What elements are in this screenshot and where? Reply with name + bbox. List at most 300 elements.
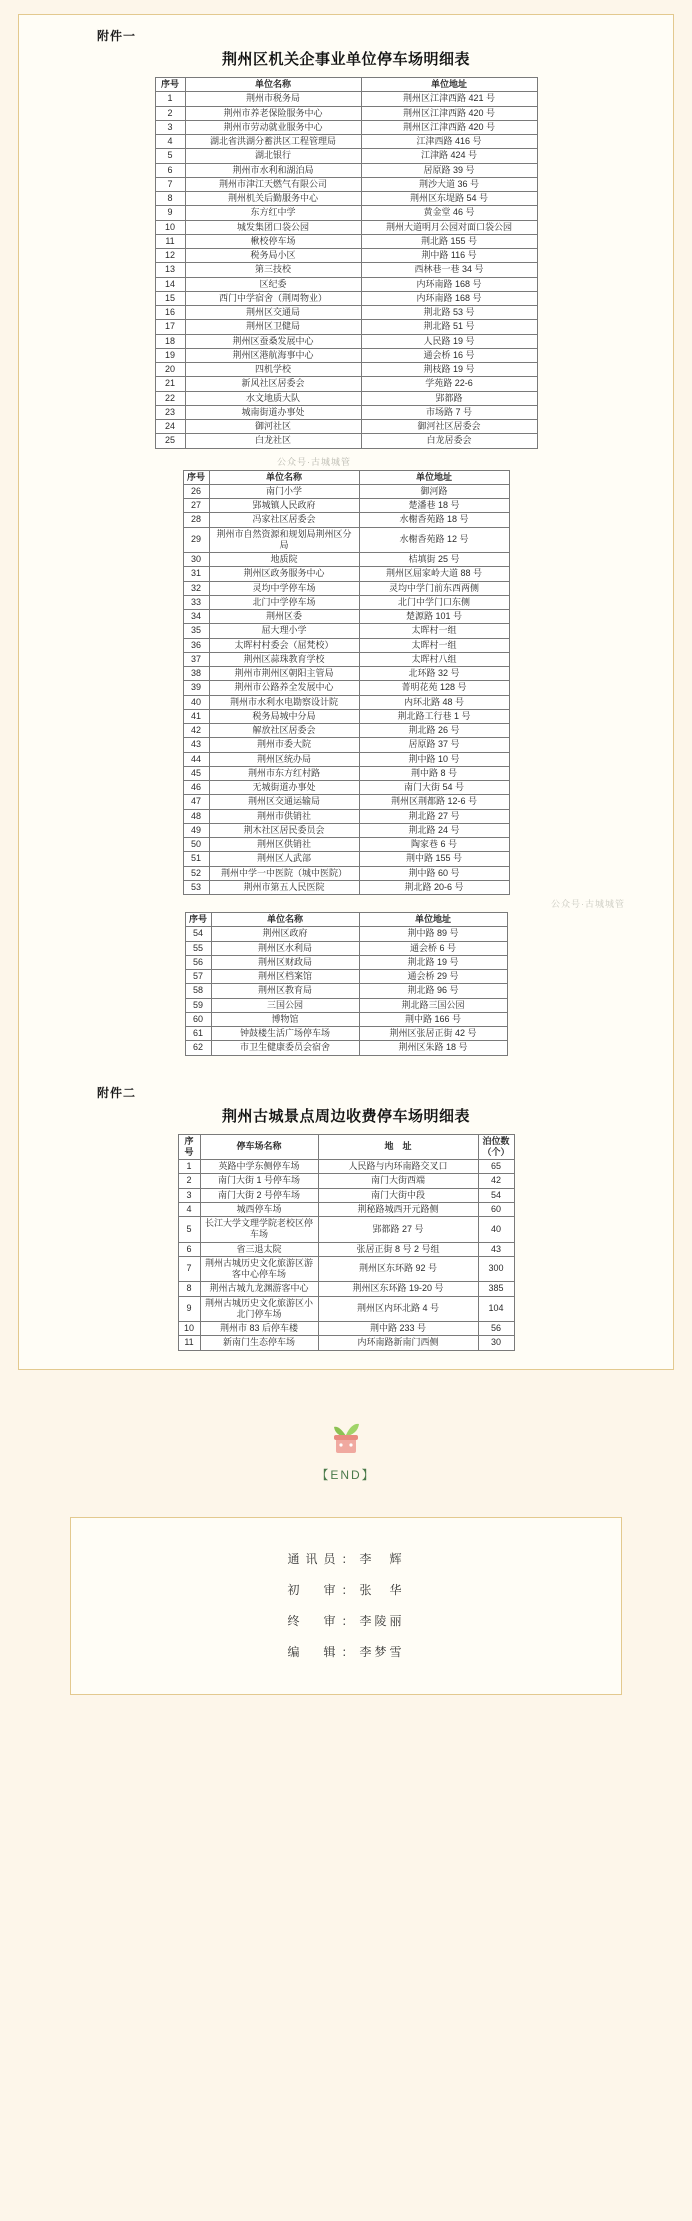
cell-capacity: 42 <box>478 1174 514 1188</box>
cell-unit-name: 荆州市自然资源和规划局荆州区分局 <box>209 527 359 553</box>
plant-icon <box>323 1414 369 1460</box>
cell-unit-name: 荆州市劳动就业服务中心 <box>185 120 361 134</box>
cell-capacity: 65 <box>478 1160 514 1174</box>
cell-address: 北门中学门口东侧 <box>359 595 509 609</box>
cell-no: 25 <box>155 434 185 448</box>
cell-unit-name: 荆州区政府 <box>211 927 359 941</box>
attachment1-table-part3 <box>185 912 508 1056</box>
cell-address: 通会桥 29 号 <box>359 970 507 984</box>
table-header-row <box>185 913 507 927</box>
table-row <box>155 192 537 206</box>
cell-no: 19 <box>155 348 185 362</box>
table-row <box>178 1282 514 1296</box>
cell-unit-name: 御河社区 <box>185 420 361 434</box>
cell-lot-name: 荆州古城历史文化旅游区小北门停车场 <box>200 1296 318 1322</box>
col-header-capacity: 泊位数（个） <box>478 1134 514 1160</box>
cell-no: 40 <box>183 695 209 709</box>
cell-capacity: 104 <box>478 1296 514 1322</box>
cell-address: 居原路 37 号 <box>359 738 509 752</box>
cell-address: 西林巷一巷 34 号 <box>361 263 537 277</box>
credit-value: 李 辉 <box>359 1551 405 1566</box>
cell-no: 26 <box>183 484 209 498</box>
cell-no: 55 <box>185 941 211 955</box>
table-row <box>178 1160 514 1174</box>
col-header-address: 单位地址 <box>359 913 507 927</box>
table-header-row <box>155 78 537 92</box>
cell-no: 61 <box>185 1027 211 1041</box>
cell-unit-name: 荆州区教育局 <box>211 984 359 998</box>
cell-address: 荆沙大道 36 号 <box>361 177 537 191</box>
cell-address: 荆枝路 19 号 <box>361 363 537 377</box>
cell-address: 张居正街 8 号 2 号组 <box>318 1242 478 1256</box>
cell-unit-name: 北门中学停车场 <box>209 595 359 609</box>
cell-no: 59 <box>185 998 211 1012</box>
col-header-address: 地 址 <box>318 1134 478 1160</box>
table-row <box>155 377 537 391</box>
table-head <box>178 1134 514 1160</box>
col-header-name: 单位名称 <box>209 470 359 484</box>
cell-no: 3 <box>155 120 185 134</box>
table-row <box>183 624 509 638</box>
cell-address: 荆州区荆都路 12-6 号 <box>359 795 509 809</box>
cell-unit-name: 三国公园 <box>211 998 359 1012</box>
cell-unit-name: 市卫生健康委员会宿舍 <box>211 1041 359 1055</box>
cell-unit-name: 第三技校 <box>185 263 361 277</box>
table-row <box>183 553 509 567</box>
cell-unit-name: 无城街道办事处 <box>209 781 359 795</box>
credit-label: 终 审： <box>287 1613 360 1628</box>
cell-unit-name: 荆州区港航海事中心 <box>185 348 361 362</box>
table-row <box>183 752 509 766</box>
table-row <box>155 405 537 419</box>
cell-unit-name: 郢城镇人民政府 <box>209 499 359 513</box>
cell-no: 31 <box>183 567 209 581</box>
cell-unit-name: 荆州市养老保险服务中心 <box>185 106 361 120</box>
cell-address: 学苑路 22-6 <box>361 377 537 391</box>
cell-address: 荆中路 60 号 <box>359 866 509 880</box>
cell-unit-name: 荆州区水利局 <box>211 941 359 955</box>
cell-no: 1 <box>155 92 185 106</box>
cell-unit-name: 冯家社区居委会 <box>209 513 359 527</box>
cell-unit-name: 荆州区交通运输局 <box>209 795 359 809</box>
table-row <box>155 106 537 120</box>
attachment2-label: 附件二 <box>97 1085 137 1100</box>
cell-unit-name: 屈大理小学 <box>209 624 359 638</box>
cell-no: 58 <box>185 984 211 998</box>
cell-no: 21 <box>155 377 185 391</box>
cell-unit-name: 灵均中学停车场 <box>209 581 359 595</box>
table-row <box>155 334 537 348</box>
table-row <box>155 120 537 134</box>
table-row <box>155 320 537 334</box>
cell-address: 内环南路新南门西侧 <box>318 1336 478 1350</box>
table-row <box>183 567 509 581</box>
cell-address: 楚潘巷 18 号 <box>359 499 509 513</box>
cell-no: 6 <box>178 1242 200 1256</box>
cell-address: 荆中路 155 号 <box>359 852 509 866</box>
cell-address: 白龙居委会 <box>361 434 537 448</box>
cell-address: 人民路 19 号 <box>361 334 537 348</box>
cell-address: 内环南路 168 号 <box>361 291 537 305</box>
cell-lot-name: 省三退太院 <box>200 1242 318 1256</box>
cell-no: 28 <box>183 513 209 527</box>
cell-capacity: 54 <box>478 1188 514 1202</box>
credit-row <box>71 1606 621 1637</box>
cell-address: 江津西路 416 号 <box>361 135 537 149</box>
table-row <box>183 866 509 880</box>
cell-no: 49 <box>183 823 209 837</box>
cell-unit-name: 西门中学宿舍（荆周物业） <box>185 291 361 305</box>
cell-address: 荆中路 166 号 <box>359 1012 507 1026</box>
col-header-no: 序号 <box>155 78 185 92</box>
cell-unit-name: 荆州区交通局 <box>185 306 361 320</box>
table-head <box>183 470 509 484</box>
table-row <box>183 781 509 795</box>
col-header-address: 单位地址 <box>359 470 509 484</box>
cell-no: 34 <box>183 610 209 624</box>
cell-address: 荆州区内环北路 4 号 <box>318 1296 478 1322</box>
cell-no: 1 <box>178 1160 200 1174</box>
cell-no: 8 <box>178 1282 200 1296</box>
cell-unit-name: 荆州区卫健局 <box>185 320 361 334</box>
cell-no: 35 <box>183 624 209 638</box>
credit-row <box>71 1637 621 1668</box>
cell-no: 4 <box>178 1202 200 1216</box>
col-header-name: 单位名称 <box>185 78 361 92</box>
table-row <box>183 513 509 527</box>
cell-no: 23 <box>155 405 185 419</box>
cell-address: 市场路 7 号 <box>361 405 537 419</box>
cell-unit-name: 荆州区蒜珠教育学校 <box>209 652 359 666</box>
cell-unit-name: 博物馆 <box>211 1012 359 1026</box>
cell-address: 陶家巷 6 号 <box>359 838 509 852</box>
cell-no: 42 <box>183 724 209 738</box>
cell-capacity: 385 <box>478 1282 514 1296</box>
cell-capacity: 60 <box>478 1202 514 1216</box>
cell-address: 楚源路 101 号 <box>359 610 509 624</box>
cell-address: 人民路与内环南路交叉口 <box>318 1160 478 1174</box>
cell-address: 太晖村一组 <box>359 638 509 652</box>
table-row <box>155 163 537 177</box>
table-row <box>185 970 507 984</box>
col-header-name: 单位名称 <box>211 913 359 927</box>
cell-address: 郢都路 27 号 <box>318 1217 478 1243</box>
cell-address: 通会桥 16 号 <box>361 348 537 362</box>
cell-lot-name: 南门大街 1 号停车场 <box>200 1174 318 1188</box>
table-row <box>183 595 509 609</box>
attachment-frame <box>18 14 674 1370</box>
cell-lot-name: 城西停车场 <box>200 1202 318 1216</box>
table-row <box>155 234 537 248</box>
cell-address: 水榭香苑路 12 号 <box>359 527 509 553</box>
cell-address: 荆北路 19 号 <box>359 955 507 969</box>
cell-address: 太晖村八组 <box>359 652 509 666</box>
credit-value: 张 华 <box>359 1582 405 1597</box>
cell-unit-name: 荆州区委 <box>209 610 359 624</box>
cell-no: 9 <box>178 1296 200 1322</box>
cell-unit-name: 城发集团口袋公园 <box>185 220 361 234</box>
table-row <box>155 420 537 434</box>
table-body-part3 <box>185 927 507 1055</box>
credit-value: 李梦雪 <box>359 1645 405 1660</box>
cell-address: 居原路 39 号 <box>361 163 537 177</box>
cell-unit-name: 荆州市委大院 <box>209 738 359 752</box>
table-row <box>183 652 509 666</box>
cell-no: 57 <box>185 970 211 984</box>
cell-no: 10 <box>155 220 185 234</box>
cell-no: 14 <box>155 277 185 291</box>
cell-no: 43 <box>183 738 209 752</box>
cell-lot-name: 荆州市 83 后停车楼 <box>200 1322 318 1336</box>
cell-no: 7 <box>155 177 185 191</box>
table-row <box>183 581 509 595</box>
cell-address: 通会桥 6 号 <box>359 941 507 955</box>
cell-address: 荆中路 10 号 <box>359 752 509 766</box>
cell-no: 18 <box>155 334 185 348</box>
cell-address: 荆北路 155 号 <box>361 234 537 248</box>
table-row <box>185 1012 507 1026</box>
cell-address: 荆州大道明月公园对面口袋公园 <box>361 220 537 234</box>
attachment2-title: 荆州古城景点周边收费停车场明细表 <box>221 1107 470 1125</box>
cell-no: 2 <box>155 106 185 120</box>
cell-capacity: 40 <box>478 1217 514 1243</box>
cell-no: 6 <box>155 163 185 177</box>
cell-unit-name: 白龙社区 <box>185 434 361 448</box>
cell-unit-name: 荆木社区居民委员会 <box>209 823 359 837</box>
cell-no: 60 <box>185 1012 211 1026</box>
credit-label: 编 辑： <box>287 1645 360 1660</box>
table-row <box>155 434 537 448</box>
cell-no: 3 <box>178 1188 200 1202</box>
table-body-part2 <box>183 484 509 894</box>
cell-no: 12 <box>155 249 185 263</box>
cell-no: 32 <box>183 581 209 595</box>
cell-unit-name: 荆州区财政局 <box>211 955 359 969</box>
cell-unit-name: 南门小学 <box>209 484 359 498</box>
cell-address: 黄金堂 46 号 <box>361 206 537 220</box>
table-row <box>155 263 537 277</box>
table-header-row <box>178 1134 514 1160</box>
cell-unit-name: 区纪委 <box>185 277 361 291</box>
table-row <box>183 880 509 894</box>
cell-address: 荆中路 116 号 <box>361 249 537 263</box>
table-row <box>155 277 537 291</box>
cell-address: 北环路 32 号 <box>359 667 509 681</box>
cell-no: 56 <box>185 955 211 969</box>
cell-unit-name: 荆州区档案馆 <box>211 970 359 984</box>
cell-lot-name: 长江大学文理学院老校区停车场 <box>200 1217 318 1243</box>
cell-no: 54 <box>185 927 211 941</box>
cell-no: 45 <box>183 766 209 780</box>
table-row <box>183 667 509 681</box>
cell-lot-name: 荆州古城九龙渊游客中心 <box>200 1282 318 1296</box>
table-row <box>155 363 537 377</box>
cell-address: 荆州区张居正街 42 号 <box>359 1027 507 1041</box>
cell-unit-name: 荆州市东方红村路 <box>209 766 359 780</box>
cell-no: 22 <box>155 391 185 405</box>
table-row <box>185 941 507 955</box>
table-body-attachment2 <box>178 1160 514 1351</box>
table-row <box>178 1188 514 1202</box>
table-body-part1 <box>155 92 537 448</box>
cell-no: 2 <box>178 1174 200 1188</box>
table-row <box>178 1217 514 1243</box>
cell-unit-name: 荆州市荆州区朝阳主管局 <box>209 667 359 681</box>
cell-address: 水榭香苑路 18 号 <box>359 513 509 527</box>
cell-no: 38 <box>183 667 209 681</box>
table-row <box>155 306 537 320</box>
table-row <box>155 348 537 362</box>
cell-unit-name: 荆州市税务局 <box>185 92 361 106</box>
cell-unit-name: 湖北银行 <box>185 149 361 163</box>
attachment1-table-part2 <box>183 470 510 896</box>
cell-no: 62 <box>185 1041 211 1055</box>
cell-unit-name: 水文地质大队 <box>185 391 361 405</box>
cell-address: 郢都路 <box>361 391 537 405</box>
cell-address: 荆北路工行巷 1 号 <box>359 709 509 723</box>
cell-address: 荆北路 26 号 <box>359 724 509 738</box>
cell-no: 48 <box>183 809 209 823</box>
cell-unit-name: 荆州市津江天燃气有限公司 <box>185 177 361 191</box>
attachment1-title: 荆州区机关企事业单位停车场明细表 <box>221 51 470 68</box>
cell-no: 52 <box>183 866 209 880</box>
cell-unit-name: 税务局小区 <box>185 249 361 263</box>
cell-address: 内环北路 48 号 <box>359 695 509 709</box>
cell-unit-name: 荆州区统办局 <box>209 752 359 766</box>
cell-address: 荆北路 24 号 <box>359 823 509 837</box>
table-row <box>185 955 507 969</box>
table-head <box>155 78 537 92</box>
cell-no: 15 <box>155 291 185 305</box>
cell-address: 荆中路 233 号 <box>318 1322 478 1336</box>
cell-address: 南门大街西端 <box>318 1174 478 1188</box>
cell-capacity: 43 <box>478 1242 514 1256</box>
end-block <box>0 1414 692 1491</box>
table-row <box>185 1041 507 1055</box>
document-page <box>0 14 692 2221</box>
cell-unit-name: 荆州机关后勤服务中心 <box>185 192 361 206</box>
cell-no: 47 <box>183 795 209 809</box>
table-row <box>183 838 509 852</box>
credit-row <box>71 1544 621 1575</box>
cell-unit-name: 荆州市水利水电勘察设计院 <box>209 695 359 709</box>
cell-address: 御河路 <box>359 484 509 498</box>
table-row <box>155 220 537 234</box>
credit-label: 通讯员： <box>287 1551 360 1566</box>
table-row <box>183 695 509 709</box>
cell-address: 荆秘路城西开元路侧 <box>318 1202 478 1216</box>
table-row <box>183 638 509 652</box>
cell-lot-name: 英路中学东侧停车场 <box>200 1160 318 1174</box>
cell-unit-name: 税务局城中分局 <box>209 709 359 723</box>
table-header-row <box>183 470 509 484</box>
cell-address: 荆州区朱路 18 号 <box>359 1041 507 1055</box>
cell-unit-name: 解放社区居委会 <box>209 724 359 738</box>
cell-address: 荆中路 8 号 <box>359 766 509 780</box>
table-row <box>155 149 537 163</box>
table-row <box>183 484 509 498</box>
cell-unit-name: 东方红中学 <box>185 206 361 220</box>
cell-address: 南门大街中段 <box>318 1188 478 1202</box>
cell-no: 4 <box>155 135 185 149</box>
cell-address: 桔填街 25 号 <box>359 553 509 567</box>
cell-no: 51 <box>183 852 209 866</box>
table-row <box>155 391 537 405</box>
table-head <box>185 913 507 927</box>
credit-value: 李陵丽 <box>359 1613 405 1628</box>
table-row <box>183 681 509 695</box>
cell-no: 8 <box>155 192 185 206</box>
cell-no: 36 <box>183 638 209 652</box>
table-row <box>178 1202 514 1216</box>
cell-capacity: 30 <box>478 1336 514 1350</box>
cell-no: 9 <box>155 206 185 220</box>
cell-no: 50 <box>183 838 209 852</box>
table-row <box>155 206 537 220</box>
cell-no: 53 <box>183 880 209 894</box>
cell-address: 南门大街 54 号 <box>359 781 509 795</box>
cell-unit-name: 荆州市公路养全发展中心 <box>209 681 359 695</box>
table-row <box>178 1322 514 1336</box>
cell-no: 39 <box>183 681 209 695</box>
cell-no: 5 <box>155 149 185 163</box>
cell-lot-name: 荆州古城历史文化旅游区游客中心停车场 <box>200 1256 318 1282</box>
table-row <box>183 766 509 780</box>
cell-address: 菁明花苑 128 号 <box>359 681 509 695</box>
cell-no: 17 <box>155 320 185 334</box>
cell-no: 5 <box>178 1217 200 1243</box>
cell-lot-name: 新南门生态停车场 <box>200 1336 318 1350</box>
cell-no: 24 <box>155 420 185 434</box>
watermark-text-2: 公众号·古城城管 <box>551 899 625 909</box>
cell-no: 27 <box>183 499 209 513</box>
cell-unit-name: 荆州区政务服务中心 <box>209 567 359 581</box>
table-row <box>183 795 509 809</box>
cell-address: 荆州区东环路 92 号 <box>318 1256 478 1282</box>
table-row <box>155 249 537 263</box>
end-label: 【END】 <box>316 1467 376 1482</box>
cell-address: 荆州区屈家岭大道 88 号 <box>359 567 509 581</box>
cell-unit-name: 荆州中学一中医院（城中医院） <box>209 866 359 880</box>
cell-unit-name: 荆州市水利和湖泊局 <box>185 163 361 177</box>
table-row <box>185 984 507 998</box>
cell-no: 7 <box>178 1256 200 1282</box>
table-row <box>183 709 509 723</box>
cell-address: 荆北路三国公园 <box>359 998 507 1012</box>
table-row <box>183 823 509 837</box>
col-header-no: 序号 <box>185 913 211 927</box>
table-row <box>155 177 537 191</box>
attachment1-label: 附件一 <box>97 29 137 43</box>
cell-address: 御河社区居委会 <box>361 420 537 434</box>
cell-no: 29 <box>183 527 209 553</box>
cell-unit-name: 湖北省洪湖分蓄洪区工程管理局 <box>185 135 361 149</box>
cell-lot-name: 南门大街 2 号停车场 <box>200 1188 318 1202</box>
cell-no: 37 <box>183 652 209 666</box>
cell-unit-name: 荆州市供销社 <box>209 809 359 823</box>
col-header-no: 序号 <box>183 470 209 484</box>
table-row <box>178 1174 514 1188</box>
table-row <box>183 852 509 866</box>
table-row <box>155 135 537 149</box>
cell-no: 16 <box>155 306 185 320</box>
cell-no: 13 <box>155 263 185 277</box>
table-row <box>183 499 509 513</box>
cell-capacity: 300 <box>478 1256 514 1282</box>
cell-address: 荆北路 96 号 <box>359 984 507 998</box>
table-row <box>185 998 507 1012</box>
table-row <box>183 527 509 553</box>
